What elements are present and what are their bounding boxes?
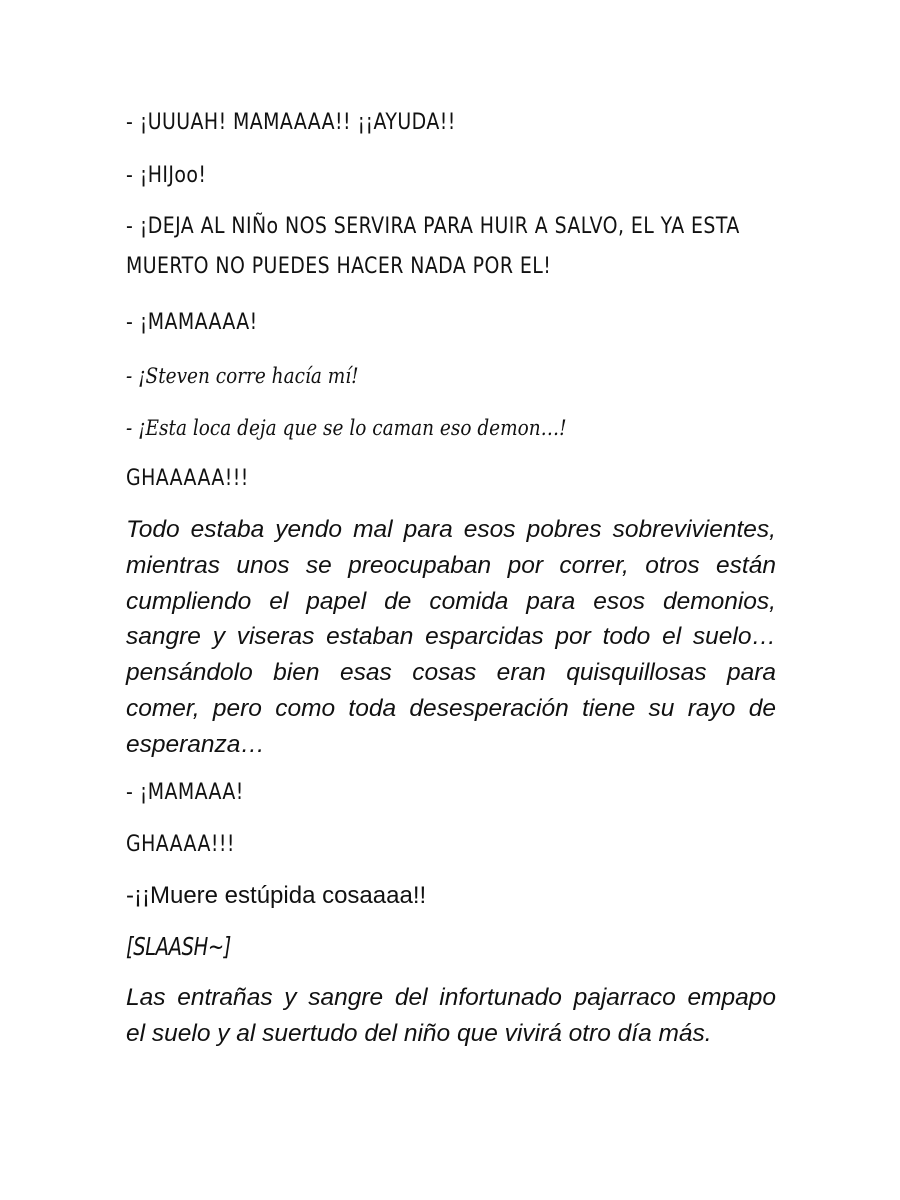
narration-paragraph	[126, 512, 776, 763]
narration-line: Todo estaba yendo mal para esos pobres sobrevivientes,	[126, 516, 776, 543]
dialogue-line: - ¡HIJoo!	[126, 163, 207, 188]
narration-line: cumpliendo el papel de comida para esos demonios,	[126, 587, 776, 615]
sound-effect: GHAAAAA!!!	[126, 466, 249, 491]
narration-line: el suelo y al suertudo del niño que vivirá otro día más.	[126, 1019, 712, 1047]
narration-line: esperanza…	[126, 730, 265, 758]
narration-line: comer, pero como toda desesperación tiene su rayo de	[126, 694, 776, 722]
narration-line: mientras unos se preocupaban por correr, otros están	[126, 551, 776, 579]
dialogue-line: - ¡MAMAAA!	[126, 780, 244, 805]
dialogue-line: -¡¡Muere estúpida cosaaaa!!	[126, 882, 427, 909]
dialogue-line: - ¡Esta loca deja que se lo caman eso demon…!	[126, 416, 567, 440]
dialogue-line: - ¡MAMAAAA!	[126, 310, 258, 335]
narration-line: Las entrañas y sangre del infortunado pajarraco empapo	[126, 984, 776, 1011]
dialogue-line: - ¡Steven corre hacía mí!	[126, 364, 359, 388]
dialogue-line: - ¡DEJA AL NIÑo NOS SERVIRA PARA HUIR A SALVO, EL YA ESTA	[126, 214, 740, 239]
sound-effect: [SLAASH~]	[126, 932, 232, 961]
narration-line: sangre y viseras estaban esparcidas por todo el suelo…	[126, 623, 776, 651]
dialogue-line: - ¡UUUAH! MAMAAAA!! ¡¡AYUDA!!	[126, 110, 456, 135]
narration-line: pensándolo bien esas cosas eran quisquillosas para	[126, 659, 776, 687]
narration-paragraph	[126, 980, 776, 1052]
sound-effect: GHAAAA!!!	[126, 832, 235, 857]
dialogue-line: MUERTO NO PUEDES HACER NADA POR EL!	[126, 254, 552, 279]
